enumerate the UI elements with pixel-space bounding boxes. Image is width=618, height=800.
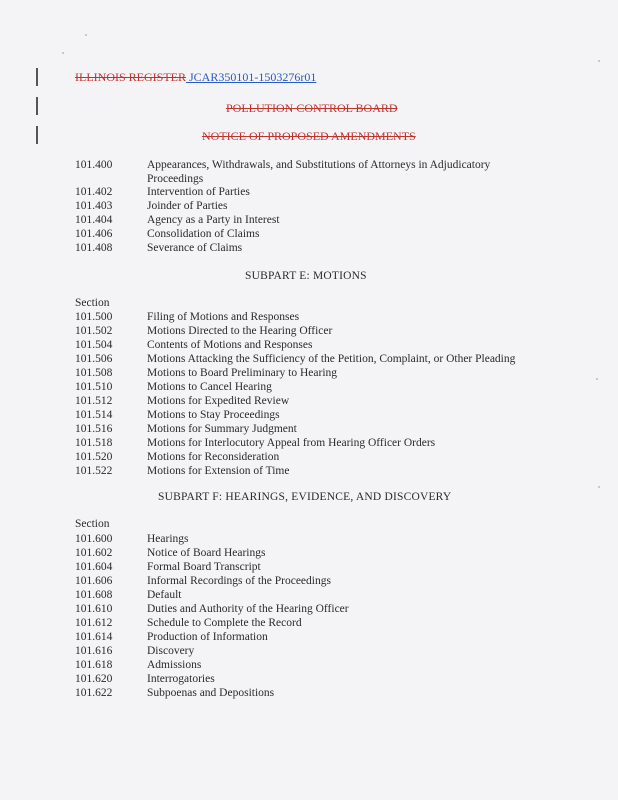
scan-speck: [62, 52, 64, 54]
register-header: [75, 70, 316, 85]
list-item: 101.408 Severance of Claims: [75, 242, 243, 254]
list-item: 101.516 Motions for Summary Judgment: [75, 423, 297, 435]
list-item: 101.504 Contents of Motions and Responses: [75, 339, 313, 351]
notice-struck: NOTICE OF PROPOSED AMENDMENTS: [202, 129, 416, 143]
list-item: 101.612 Schedule to Complete the Record: [75, 617, 302, 629]
section-label: Section: [75, 518, 110, 530]
list-item: 101.404 Agency as a Party in Interest: [75, 214, 280, 226]
list-item: 101.508 Motions to Board Preliminary to Hearing: [75, 367, 338, 379]
subpart-f-heading: SUBPART F: HEARINGS, EVIDENCE, AND DISCOVERY: [158, 491, 452, 503]
list-item: 101.512 Motions for Expedited Review: [75, 395, 290, 407]
list-item: 101.522 Motions for Extension of Time: [75, 465, 290, 477]
list-item: 101.510 Motions to Cancel Hearing: [75, 381, 272, 393]
list-item-continuation: Proceedings: [147, 173, 204, 185]
list-item: 101.403 Joinder of Parties: [75, 200, 228, 212]
list-item: 101.402 Intervention of Parties: [75, 186, 250, 198]
list-item: 101.406 Consolidation of Claims: [75, 228, 260, 240]
list-item: 101.520 Motions for Reconsideration: [75, 451, 280, 463]
register-inserted-text: JCAR350101-1503276r01: [189, 70, 317, 84]
list-item: 101.606 Informal Recordings of the Proceedings: [75, 575, 331, 587]
list-item: 101.608 Default: [75, 589, 182, 601]
list-item: 101.622 Subpoenas and Depositions: [75, 687, 275, 699]
subpart-e-heading: SUBPART E: MOTIONS: [245, 270, 367, 282]
list-item: 101.600 Hearings: [75, 533, 189, 545]
list-item: 101.618 Admissions: [75, 659, 202, 671]
list-item: 101.514 Motions to Stay Proceedings: [75, 409, 280, 421]
change-bar: [36, 68, 38, 86]
list-item: 101.620 Interrogatories: [75, 673, 215, 685]
list-item: 101.518 Motions for Interlocutory Appeal from Hearing Officer Orders: [75, 437, 436, 449]
register-struck-text: ILLINOIS REGISTER: [75, 70, 186, 84]
list-item: 101.400 Appearances, Withdrawals, and Substitutions of Attorneys in Adjudicatory: [75, 159, 491, 171]
change-bar: [36, 126, 38, 144]
section-label: Section: [75, 297, 110, 309]
list-item: 101.502 Motions Directed to the Hearing Officer: [75, 325, 333, 337]
list-item: 101.602 Notice of Board Hearings: [75, 547, 266, 559]
scan-speck: [85, 34, 87, 36]
list-item: 101.506 Motions Attacking the Sufficiency of the Petition, Complaint, or Other Pleading: [75, 353, 516, 365]
list-item: 101.610 Duties and Authority of the Hearing Officer: [75, 603, 349, 615]
list-item: 101.616 Discovery: [75, 645, 195, 657]
scan-speck: [598, 60, 600, 62]
list-item: 101.604 Formal Board Transcript: [75, 561, 261, 573]
scan-speck: [596, 378, 598, 380]
list-item: 101.614 Production of Information: [75, 631, 268, 643]
list-item: 101.500 Filing of Motions and Responses: [75, 311, 300, 323]
change-bar: [36, 97, 38, 115]
scan-speck: [598, 486, 600, 488]
board-name-struck: POLLUTION CONTROL BOARD: [226, 101, 398, 115]
